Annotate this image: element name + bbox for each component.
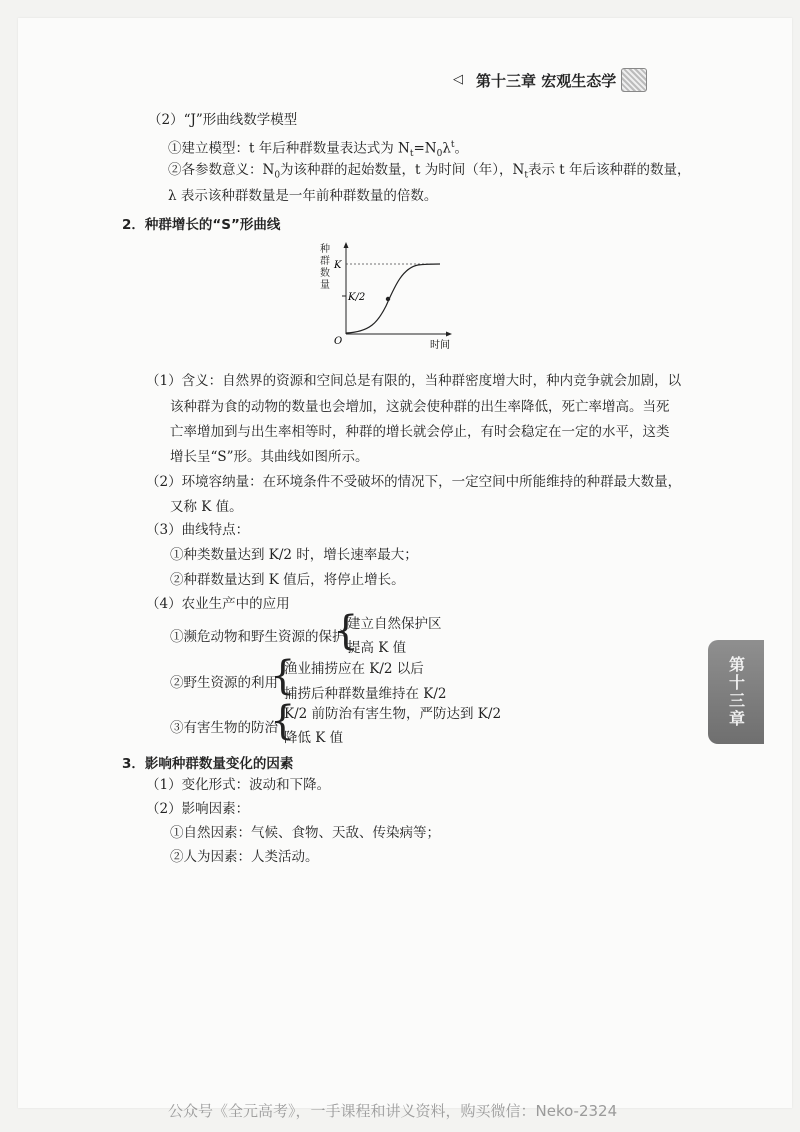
factors-title: （2）影响因素： bbox=[146, 801, 250, 817]
pest-control-item-1: K/2 前防治有害生物，严防达到 K/2 bbox=[284, 706, 502, 722]
brace-icon: { bbox=[270, 698, 296, 744]
ylabel-char: 量 bbox=[320, 280, 330, 291]
chapter-title: 第十三章 宏观生态学 bbox=[476, 72, 617, 90]
capacity-line-2: 又称 K 值。 bbox=[170, 499, 243, 515]
meaning-line-3: 亡率增加到与出生率相等时，种群的增长就会停止，有时会稳定在一定的水平，这类 bbox=[170, 424, 670, 440]
section-3-title: 3．影响种群数量变化的因素 bbox=[122, 756, 294, 772]
section-2-title: 2．种群增长的“S”形曲线 bbox=[122, 217, 281, 233]
curve-features-title: （3）曲线特点： bbox=[146, 522, 250, 538]
j-params-line2: λ 表示该种群数量是一年前种群数量的倍数。 bbox=[168, 188, 438, 204]
curve-feature-2: ②种群数量达到 K 值后，将停止增长。 bbox=[170, 572, 405, 588]
logo-icon bbox=[621, 68, 647, 92]
footer-watermark: 公众号《全元高考》，一手课程和讲义资料，购买微信：Neko-2324 bbox=[168, 1102, 618, 1120]
j-model-item: ①建立模型：t 年后种群数量表达式为 $N_t=N_0\lambda^t$。 bbox=[168, 140, 468, 160]
s-curve-figure bbox=[300, 240, 460, 355]
utilization-item-1: 渔业捕捞应在 K/2 以后 bbox=[284, 661, 424, 677]
natural-factors: ①自然因素：气候、食物、天敌、传染病等； bbox=[170, 825, 440, 841]
chapter-side-tab: 第十三章 bbox=[708, 640, 764, 744]
pest-control-item-2: 降低 K 值 bbox=[284, 730, 344, 746]
human-factors: ②人为因素：人类活动。 bbox=[170, 849, 319, 865]
j-params-item: ②各参数意义：$N_0$为该种群的起始数量，t 为时间（年），$N_t$表示 t 年后该种群的数量， bbox=[168, 162, 691, 181]
inflection-point bbox=[386, 297, 390, 301]
variation-form: （1）变化形式：波动和下降。 bbox=[146, 777, 331, 793]
protection-item-2: 提高 K 值 bbox=[347, 640, 407, 656]
ylabel-char: 数 bbox=[320, 268, 330, 279]
k2-label: K/2 bbox=[348, 292, 366, 303]
j-curve-title: （2）“J”形曲线数学模型 bbox=[148, 112, 298, 128]
x-axis-label: 时间 bbox=[430, 340, 450, 351]
meaning-line-4: 增长呈“S”形。其曲线如图所示。 bbox=[170, 449, 369, 465]
ylabel-char: 群 bbox=[320, 256, 330, 267]
utilization-label: ②野生资源的利用 bbox=[170, 675, 278, 691]
agriculture-title: （4）农业生产中的应用 bbox=[146, 596, 290, 612]
y-axis-arrow bbox=[344, 242, 349, 248]
capacity-line-1: （2）环境容纳量：在环境条件不受破坏的情况下，一定空间中所能维持的种群最大数量， bbox=[146, 474, 682, 490]
figure-ylabel bbox=[320, 242, 330, 291]
origin-label: O bbox=[334, 336, 343, 347]
x-axis-arrow bbox=[446, 332, 452, 337]
ylabel-char: 种 bbox=[320, 244, 330, 255]
brace-icon: { bbox=[270, 653, 296, 699]
protection-item-1: 建立自然保护区 bbox=[347, 616, 442, 632]
pest-control-label: ③有害生物的防治 bbox=[170, 720, 278, 736]
header-marker-icon: ◁ bbox=[453, 72, 463, 87]
k-label: K bbox=[334, 260, 342, 271]
meaning-line-2: 该种群为食的动物的数量也会增加，这就会使种群的出生率降低，死亡率增高。当死 bbox=[170, 399, 670, 415]
meaning-line-1: （1）含义：自然界的资源和空间总是有限的，当种群密度增大时，种内竞争就会加剧，以 bbox=[146, 373, 682, 389]
utilization-item-2: 捕捞后种群数量维持在 K/2 bbox=[284, 686, 447, 702]
curve-feature-1: ①种类数量达到 K/2 时，增长速率最大； bbox=[170, 547, 418, 563]
protection-label: ①濒危动物和野生资源的保护 bbox=[170, 629, 346, 645]
brace-icon: { bbox=[333, 608, 359, 654]
